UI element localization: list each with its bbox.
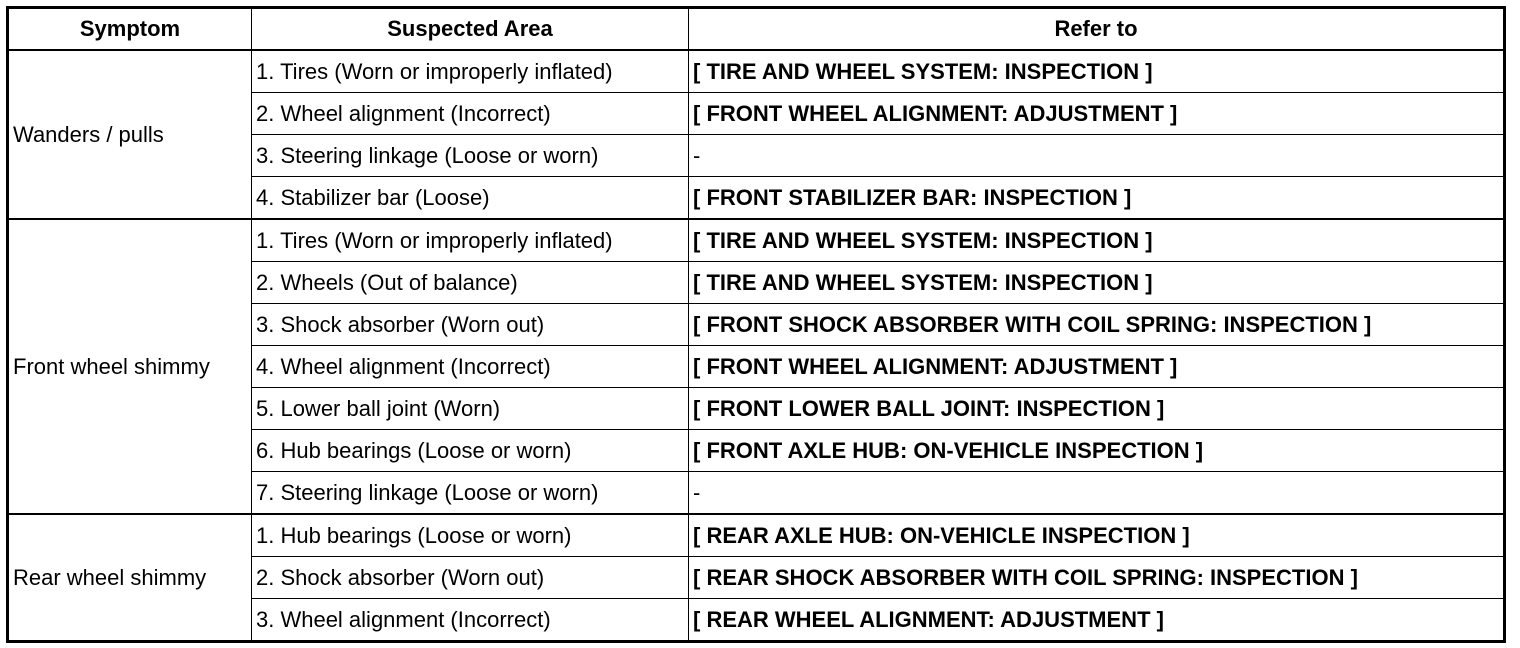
suspected-area-cell: 2. Wheels (Out of balance) bbox=[252, 262, 689, 304]
header-row bbox=[8, 8, 1505, 51]
suspected-area-cell: 7. Steering linkage (Loose or worn) bbox=[252, 472, 689, 515]
suspected-area-cell: 4. Stabilizer bar (Loose) bbox=[252, 177, 689, 220]
suspected-area-cell: 2. Shock absorber (Worn out) bbox=[252, 557, 689, 599]
refer-to-cell: [ REAR AXLE HUB: ON-VEHICLE INSPECTION ] bbox=[689, 514, 1505, 557]
refer-to-cell: - bbox=[689, 472, 1505, 515]
table-row bbox=[8, 219, 1505, 262]
refer-to-cell: [ TIRE AND WHEEL SYSTEM: INSPECTION ] bbox=[689, 50, 1505, 93]
suspected-area-header: Suspected Area bbox=[252, 8, 689, 51]
symptom-header: Symptom bbox=[8, 8, 252, 51]
refer-to-cell: [ TIRE AND WHEEL SYSTEM: INSPECTION ] bbox=[689, 262, 1505, 304]
symptom-cell: Rear wheel shimmy bbox=[8, 514, 252, 642]
refer-to-cell: [ FRONT LOWER BALL JOINT: INSPECTION ] bbox=[689, 388, 1505, 430]
suspected-area-cell: 1. Tires (Worn or improperly inflated) bbox=[252, 219, 689, 262]
suspected-area-cell: 3. Shock absorber (Worn out) bbox=[252, 304, 689, 346]
refer-to-cell: [ REAR WHEEL ALIGNMENT: ADJUSTMENT ] bbox=[689, 599, 1505, 642]
refer-to-header: Refer to bbox=[689, 8, 1505, 51]
refer-to-cell: [ FRONT STABILIZER BAR: INSPECTION ] bbox=[689, 177, 1505, 220]
suspected-area-cell: 5. Lower ball joint (Worn) bbox=[252, 388, 689, 430]
refer-to-cell: [ FRONT WHEEL ALIGNMENT: ADJUSTMENT ] bbox=[689, 93, 1505, 135]
refer-to-cell: - bbox=[689, 135, 1505, 177]
suspected-area-cell: 4. Wheel alignment (Incorrect) bbox=[252, 346, 689, 388]
refer-to-cell: [ REAR SHOCK ABSORBER WITH COIL SPRING: INSPECTION ] bbox=[689, 557, 1505, 599]
refer-to-cell: [ FRONT SHOCK ABSORBER WITH COIL SPRING: INSPECTION ] bbox=[689, 304, 1505, 346]
suspected-area-cell: 3. Steering linkage (Loose or worn) bbox=[252, 135, 689, 177]
diagnosis-table bbox=[6, 6, 1506, 643]
refer-to-cell: [ FRONT WHEEL ALIGNMENT: ADJUSTMENT ] bbox=[689, 346, 1505, 388]
table-row bbox=[8, 514, 1505, 557]
refer-to-cell: [ FRONT AXLE HUB: ON-VEHICLE INSPECTION ] bbox=[689, 430, 1505, 472]
refer-to-cell: [ TIRE AND WHEEL SYSTEM: INSPECTION ] bbox=[689, 219, 1505, 262]
suspected-area-cell: 6. Hub bearings (Loose or worn) bbox=[252, 430, 689, 472]
suspected-area-cell: 1. Hub bearings (Loose or worn) bbox=[252, 514, 689, 557]
symptom-cell: Wanders / pulls bbox=[8, 50, 252, 219]
table-row bbox=[8, 50, 1505, 93]
suspected-area-cell: 1. Tires (Worn or improperly inflated) bbox=[252, 50, 689, 93]
symptom-cell: Front wheel shimmy bbox=[8, 219, 252, 514]
suspected-area-cell: 3. Wheel alignment (Incorrect) bbox=[252, 599, 689, 642]
table-body bbox=[8, 50, 1505, 642]
suspected-area-cell: 2. Wheel alignment (Incorrect) bbox=[252, 93, 689, 135]
